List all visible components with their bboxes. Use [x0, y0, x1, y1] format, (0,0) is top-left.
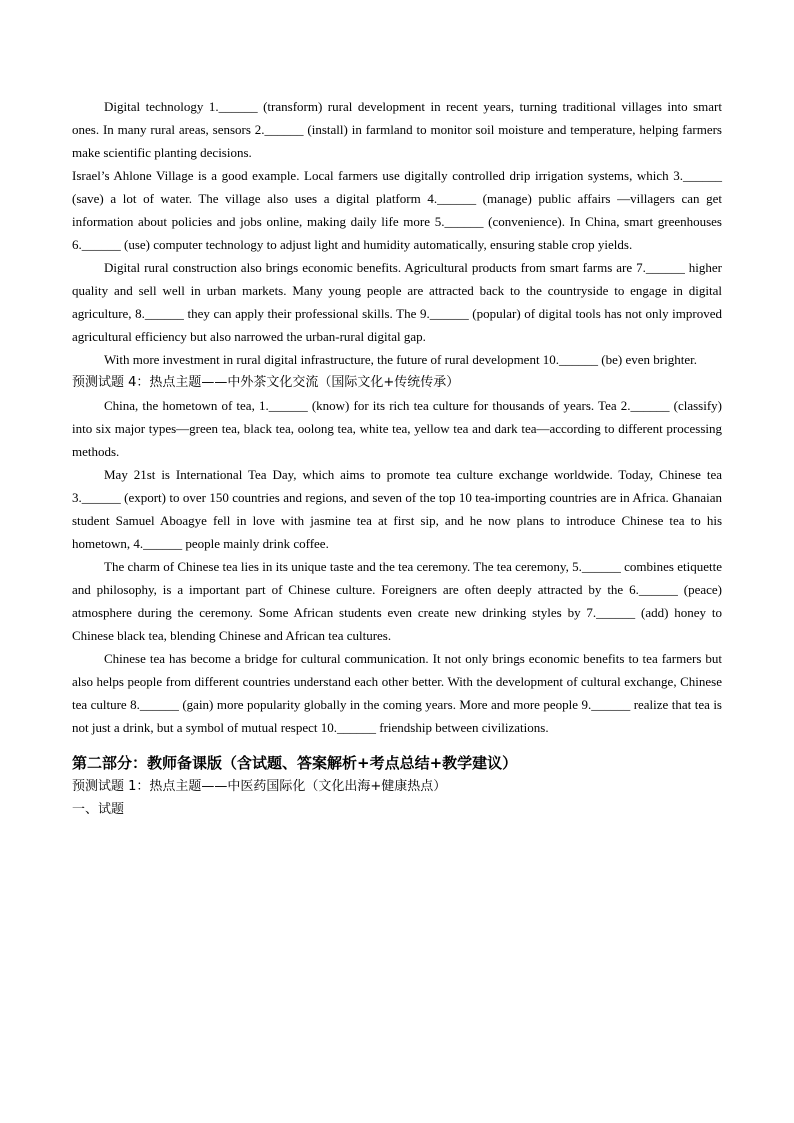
- passage-b-paragraph-4: Chinese tea has become a bridge for cultural communication. It not only brings economic benefits to tea farmers but also helps people from different countries understand each other better. With the development of cultural exchange, Chinese tea culture 8.______ (gain) more popularity globally in the coming years. More and more people 9.______ realize that tea is not just a drink, but a symbol of mutual respect 10.______ friendship between civilizations.: [72, 651, 722, 735]
- part-two-heading: 第二部分：教师备课版（含试题、答案解析+考点总结+教学建议）: [72, 754, 518, 772]
- part-two-test-1-heading: 预测试题 1：热点主题——中医药国际化（文化出海+健康热点）: [72, 779, 447, 794]
- passage-a-paragraph-3: Digital rural construction also brings economic benefits. Agricultural products from smart farms are 7.______ higher quality and sell well in urban markets. Many young people are attracted back to the countryside to engage in digital agriculture, 8.______ they can apply their professional skills. The 9.______ (popular) of digital tools has not only improved agricultural efficiency but also narrowed the urban-rural digital gap.: [72, 260, 722, 344]
- passage-a-paragraph-2: Israel’s Ahlone Village is a good example. Local farmers use digitally controlled drip irrigation systems, which 3.______ (save) a lot of water. The village also uses a digital platform 4.______ (manage) public affairs —villagers can get information about policies and jobs online, making daily life more 5.______ (convenience). In China, smart greenhouses 6.______ (use) computer technology to adjust light and humidity automatically, ensuring stable crop yields.: [72, 168, 722, 252]
- document-page: [72, 95, 722, 821]
- passage-a-paragraph-4: With more investment in rural digital infrastructure, the future of rural development 10.______ (be) even brighter.: [104, 352, 697, 367]
- passage-b-paragraph-3: The charm of Chinese tea lies in its unique taste and the tea ceremony. The tea ceremony, 5.______ combines etiquette and philosophy, is a important part of Chinese culture. Foreigners are often deeply attracted by the 6.______ (peace) atmosphere during the ceremony. Some African students even create new drinking styles by 7.______ (add) honey to Chinese black tea, blending Chinese and African tea cultures.: [72, 559, 722, 643]
- test-4-heading: 预测试题 4：热点主题——中外茶文化交流（国际文化+传统传承）: [72, 375, 460, 390]
- part-two-section-label: 一、试题: [72, 802, 125, 817]
- passage-a-paragraph-1: Digital technology 1.______ (transform) rural development in recent years, turning traditional villages into smart ones. In many rural areas, sensors 2.______ (install) in farmland to monitor soil moisture and temperature, helping farmers make scientific planting decisions.: [72, 99, 722, 160]
- passage-b-paragraph-2: May 21st is International Tea Day, which aims to promote tea culture exchange worldwide. Today, Chinese tea 3.______ (export) to over 150 countries and regions, and seven of the top 10 tea-importing countries are in Africa. Ghanaian student Samuel Aboagye fell in love with jasmine tea at first sip, and he now plans to introduce Chinese tea to his hometown, 4.______ people mainly drink coffee.: [72, 467, 722, 551]
- passage-b-paragraph-1: China, the hometown of tea, 1.______ (know) for its rich tea culture for thousands of years. Tea 2.______ (classify) into six major types—green tea, black tea, oolong tea, white tea, yellow tea and dark tea—according to different processing methods.: [72, 398, 722, 459]
